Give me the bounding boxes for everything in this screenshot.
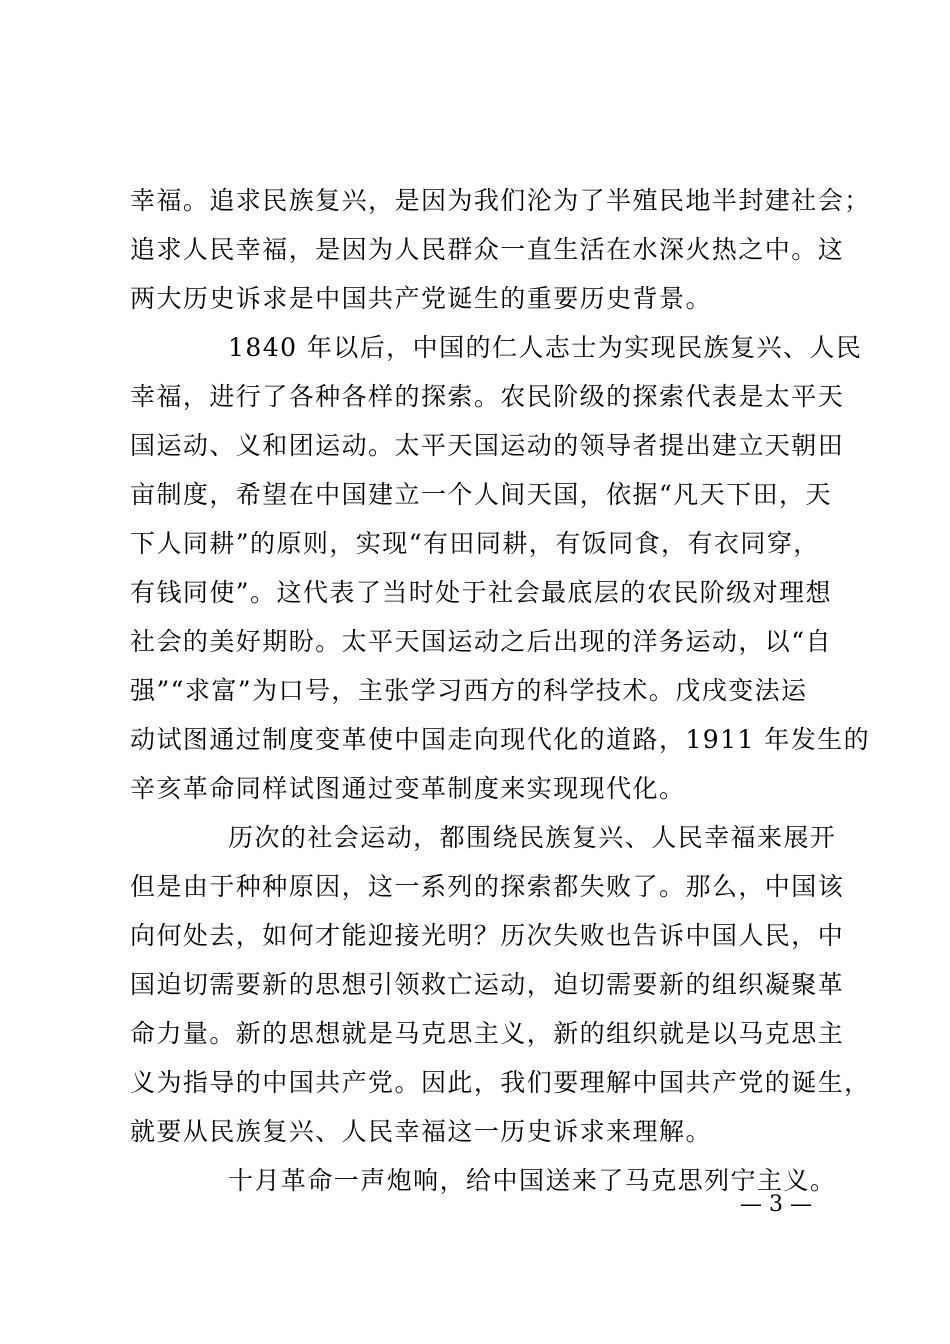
text-line: 亩制度，希望在中国建立一个人间天国，依据“凡天下田，天 xyxy=(130,480,832,509)
page-number: — 3 — xyxy=(740,1192,812,1217)
text-line: 动试图通过制度变革使中国走向现代化的道路，1911 年发生的 xyxy=(130,725,871,754)
text-line: 有钱同使”。这代表了当时处于社会最底层的农民阶级对理想 xyxy=(130,578,832,607)
text-line: 强”“求富”为口号，主张学习西方的科学技术。戊戌变法运 xyxy=(130,676,808,705)
paragraph-start-line: 1840 年以后，中国的仁人志士为实现民族复兴、人民 xyxy=(228,333,863,362)
paragraph-start-line: 历次的社会运动，都围绕民族复兴、人民幸福来展开 xyxy=(228,823,837,852)
paragraph-start-line: 十月革命一声炮响，给中国送来了马克思列宁主义。 xyxy=(228,1166,837,1195)
text-line: 两大历史诉求是中国共产党诞生的重要历史背景。 xyxy=(130,284,712,313)
text-line: 追求人民幸福，是因为人民群众一直生活在水深火热之中。这 xyxy=(130,235,845,264)
text-line: 辛亥革命同样试图通过变革制度来实现现代化。 xyxy=(130,774,686,803)
text-line: 国运动、义和团运动。太平天国运动的领导者提出建立天朝田 xyxy=(130,431,845,460)
text-line: 向何处去，如何才能迎接光明？历次失败也告诉中国人民，中 xyxy=(130,921,845,950)
text-line: 命力量。新的思想就是马克思主义，新的组织就是以马克思主 xyxy=(130,1019,845,1048)
text-line: 但是由于种种原因，这一系列的探索都失败了。那么，中国该 xyxy=(130,872,845,901)
text-line: 幸福，进行了各种各样的探索。农民阶级的探索代表是太平天 xyxy=(130,382,845,411)
text-line: 义为指导的中国共产党。因此，我们要理解中国共产党的诞生， xyxy=(130,1068,871,1097)
text-line: 幸福。追求民族复兴，是因为我们沦为了半殖民地半封建社会； xyxy=(130,186,871,215)
text-line: 社会的美好期盼。太平天国运动之后出现的洋务运动，以“自 xyxy=(130,627,832,656)
text-line: 就要从民族复兴、人民幸福这一历史诉求来理解。 xyxy=(130,1117,712,1146)
text-line: 下人同耕”的原则，实现“有田同耕，有饭同食，有衣同穿， xyxy=(130,529,820,558)
text-line: 国迫切需要新的思想引领救亡运动，迫切需要新的组织凝聚革 xyxy=(130,970,845,999)
